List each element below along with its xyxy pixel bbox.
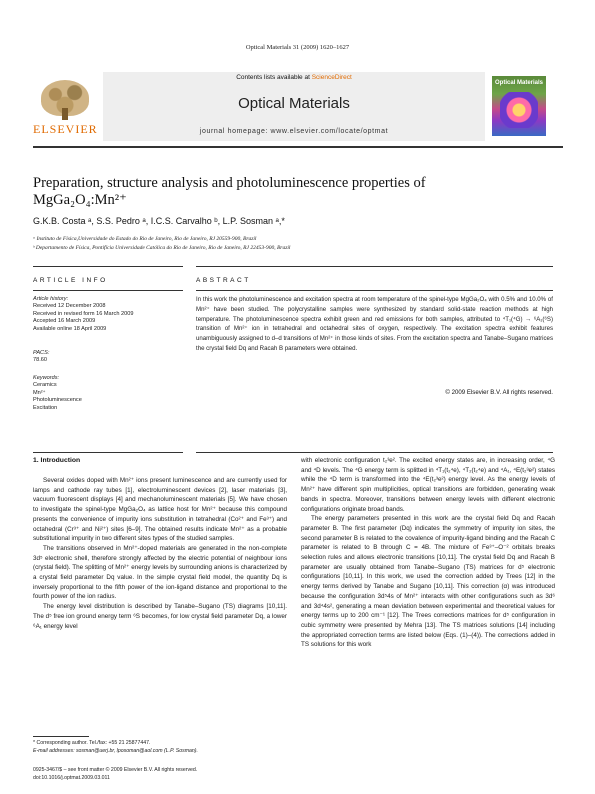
article-info-heading: ARTICLE INFO: [33, 277, 108, 284]
abstract-heading: ABSTRACT: [196, 277, 251, 284]
body-column-right: [301, 456, 555, 650]
keyword-item: Ceramics: [33, 382, 57, 389]
pacs-heading: PACS:: [33, 350, 50, 356]
publisher-name: ELSEVIER: [33, 122, 98, 136]
keywords-heading: Keywords:: [33, 375, 60, 381]
cover-title: Optical Materials: [495, 80, 544, 86]
keyword-item: Mn²⁺: [33, 389, 46, 396]
abstract-bottom-rule: [196, 452, 553, 453]
paragraph: Several oxides doped with Mn²⁺ ions present luminescence and are currently used for lamps and cathode ray tubes [1], electroluminescent devices [2], laser materials [3], vacuum fluorescent displays [4] and mechanoluminescent materials [5]. We have chosen to investigate the spinel-type MgGa₂O₄ as lattice host for Mn²⁺ because this compound presents the convenience of impurity ions substitution in tetrahedral (Co²⁺ and Fe³⁺) and octahedral (Cr³⁺ and Ni²⁺) sites [6–9]. The obtained results indicate Mn²⁺ as a probable substitutional impurity in two different sites types of the studied samples.: [33, 477, 287, 543]
history-online: Available online 18 April 2009: [33, 325, 107, 332]
corresponding-author-note: * Corresponding author. Tel./fax: +55 21 25877447.: [33, 740, 151, 746]
journal-reference: Optical Materials 31 (2009) 1620–1627: [245, 44, 350, 51]
abstract-top-rule: [196, 266, 553, 267]
journal-title: Optical Materials: [238, 95, 350, 112]
email-addresses[interactable]: E-mail addresses: sosman@uerj.br, lposoman@aol.com (L.P. Sosman).: [33, 748, 198, 754]
paragraph: The energy level distribution is described by Tanabe–Sugano (TS) diagrams [10,11]. The d⁵ free ion ground energy term ⁶S becomes, for low crystal field parameter Dq, a lower ⁶A₁ energy level: [33, 603, 287, 630]
keywords-block: [33, 375, 183, 412]
pacs-code: 78.60: [33, 357, 47, 364]
info-mid-rule: [33, 290, 183, 291]
abstract-text: In this work the photoluminescence and excitation spectra at room temperature of the spinel-type MgGa₂O₄ with 0.5% and 10.0% of Mn²⁺ have been studied. The polycrystalline samples were synthesized by standard solid-state reaction methods at high temperature. The photoluminescence spectra exhibit green and red emissions for both samples, attributed to ⁴T₁(⁴G) → ⁶A₁(⁶S) transition of Mn²⁺ ion in tetrahedral and octahedral sites of oxygen, respectively. The excitation spectra exhibit features unambiguously assigned to d–d transitions of Mn²⁺ in those kinds of sites. From the excitation spectra and Tanabe–Sugano matrices the crystal field Dq and Racah B parameters were obtained.: [196, 296, 553, 352]
sciencedirect-link[interactable]: ScienceDirect: [311, 74, 352, 81]
abstract-mid-rule: [196, 290, 553, 291]
history-revised: Received in revised form 16 March 2009: [33, 310, 134, 317]
paragraph: The transitions observed in Mn²⁺-doped materials are generated in the non-complete 3d⁵ electronic shell, therefore strongly affected by the electric potential of neighbour ions (crystal field). The splitting of Mn²⁺ energy levels by surrounding anions is characterized by a crystal field parameter Dq value. In the simple crystal field model, the quantity Dq is inversely proportional to the fifth power of the ion-ligand distance and proportional to the fourth power of the ion radius.: [33, 544, 287, 601]
header-divider: [33, 146, 563, 148]
issn-line: 0925-3467/$ – see front matter © 2009 Elsevier B.V. All rights reserved.: [33, 767, 198, 773]
keyword-item: Excitation: [33, 404, 58, 411]
cover-image: [500, 92, 538, 128]
body-column-left: [33, 476, 287, 631]
doi-link[interactable]: doi:10.1016/j.optmat.2009.03.011: [33, 775, 110, 781]
publisher-logo: [33, 78, 97, 136]
paragraph: with electronic configuration t₂³e². The excited energy states are, in increasing order, ⁴G and ⁴D levels. The ⁴G energy term is splitted in ⁴T₁(t₂⁴e), ⁴T₂(t₂⁴e) and ⁴A₁, ⁴E(t₂³e²) states while the ⁴D term is transformed into the ⁴E(t₂³e²) energy level. As the energy levels of Mn²⁺ have different spin multiplicities, optical transitions are forbidden, generating weak bands in spectra. Moreover, transitions between energy levels with different electronic configurations originate broad bands.: [301, 457, 555, 513]
info-top-rule: [33, 266, 183, 267]
journal-homepage-link[interactable]: journal homepage: www.elsevier.com/locate/optmat: [199, 128, 389, 135]
info-bottom-rule: [33, 452, 183, 453]
history-heading: Article history:: [33, 296, 69, 302]
journal-cover-thumbnail: [492, 76, 546, 136]
keyword-item: Photoluminescence: [33, 397, 82, 404]
history-accepted: Accepted 16 March 2009: [33, 318, 96, 325]
pacs-block: [33, 350, 183, 365]
history-received: Received 12 December 2008: [33, 303, 106, 310]
affiliation-a: ᵃ Instituto de Física,Universidade do Estado do Rio de Janeiro, Rio de Janeiro, RJ 20559-900, Brazil: [33, 236, 257, 242]
section-heading-introduction: 1. Introduction: [33, 457, 81, 464]
contents-line: Contents lists available at ScienceDirect: [236, 74, 352, 81]
article-title: Preparation, structure analysis and photoluminescence properties of MgGa₂O₄:Mn²⁺: [33, 175, 426, 208]
affiliation-b: ᵇ Departamento de Física, Pontifícia Universidade Católica do Rio de Janeiro, Rio de Janeiro, RJ 22453-900, Brazil: [33, 245, 291, 251]
author-list: G.K.B. Costa ᵃ, S.S. Pedro ᵃ, I.C.S. Carvalho ᵇ, L.P. Sosman ᵃ,*: [33, 216, 285, 226]
article-history: [33, 296, 183, 333]
copyright-notice: © 2009 Elsevier B.V. All rights reserved.: [445, 389, 553, 396]
footnote-rule: [33, 736, 89, 737]
paragraph: The energy parameters presented in this work are the crystal field Dq and Racah parameter B. The first parameter (Dq) indicates the symmetry of impurity ion sites, the second parameter B is related to the covalence of impurity-ligand binding and the Racah C parameter is related to B through C = 4B. The mixture of Fe³⁺–O⁻² orbitals breaks selection rules and allows electronic transitions [10,11]. The crystal field Dq and Racah B parameter are usually obtained from Tanabe–Sugano (TS) matrices for d⁵ electronic configurations [10,11]. In this work, we used the correction added by Trees [12] in the energy terms derived by Tanabe and Sugano [10,11]. This correction (α) was introduced because the configuration 3d⁵4s of Mn²⁺ interacts with other configurations such as 3d⁶ and 3d⁴4s², generating a mean deviation between experimental and theoretical values for energy terms up to 200 cm⁻¹ [12]. The Trees corrections matrices for d⁵ configuration in cubic symmetry were presented by Mehra [13]. The TS matrices solutions [14] including the appropriated correction terms are listed below (Eqs. (1)–(4)). The corrections added in TS solutions for this work: [301, 515, 555, 649]
